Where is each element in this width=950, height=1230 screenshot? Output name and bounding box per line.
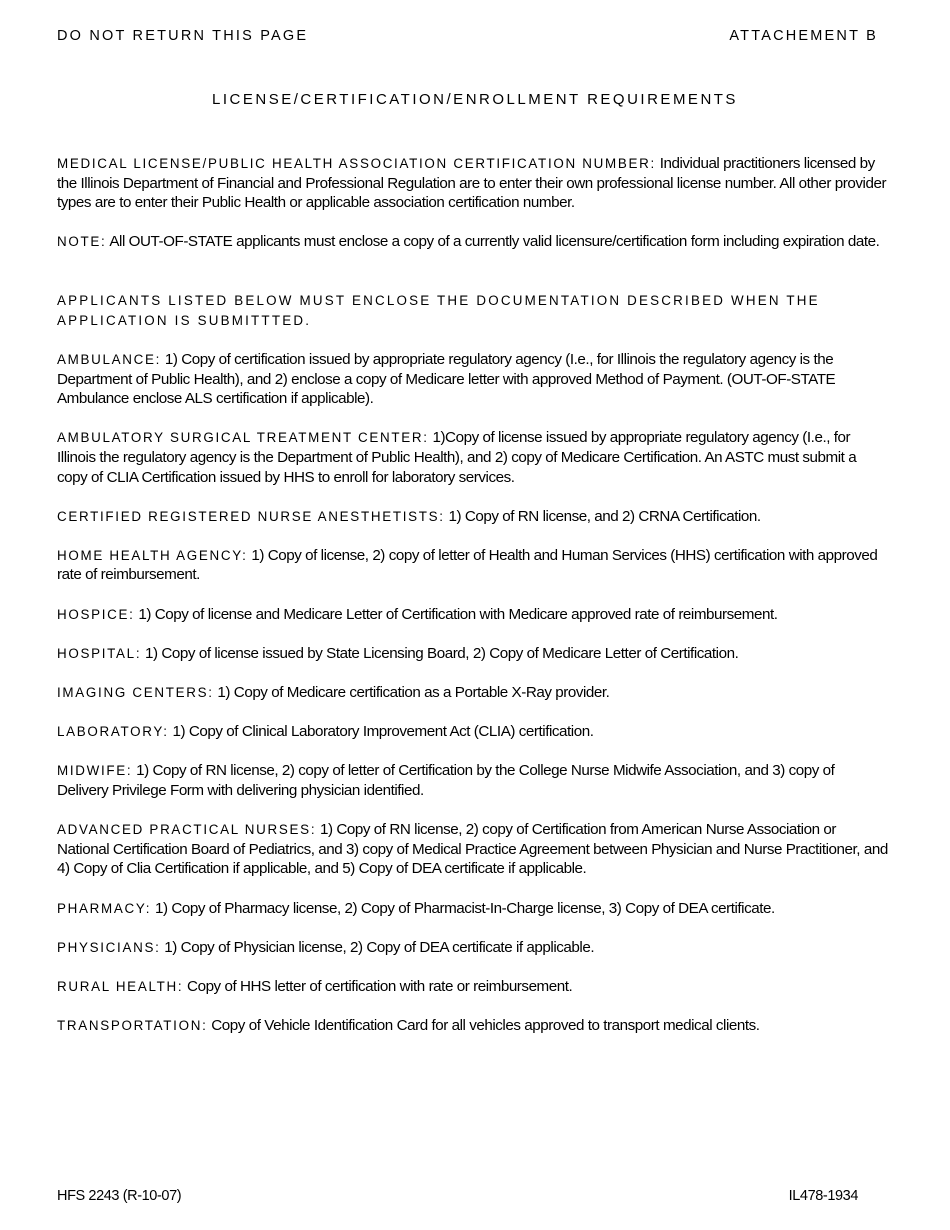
requirement-ambulatory-surgical — [57, 428, 889, 487]
note-paragraph — [57, 232, 889, 252]
form-code: IL478-1934 — [788, 1188, 858, 1204]
spacer — [57, 272, 889, 292]
requirements-list — [57, 350, 889, 1036]
requirement-text: 1) Copy of certification issued by appropriate regulatory agency (I.e., for Illinois the regulatory agency is the Department of Public Health), and 2) enclose a copy of Medicare letter with approved Method of Payment. (OUT-OF-STATE Ambulance enclose ALS certification if applicable). — [57, 350, 836, 408]
license-number-text: Individual practitioners licensed by the Illinois Department of Financial and Professional Regulation are to enter their own professional license number. All other provider types are to enter their Public Health or applicable association certification number. — [57, 155, 887, 212]
requirement-physicians — [57, 938, 889, 958]
requirement-label: LABORATORY: — [57, 724, 169, 740]
requirement-text: 1) Copy of Clinical Laboratory Improvement Act (CLIA) certification. — [168, 723, 594, 741]
requirement-label: AMBULANCE: — [57, 351, 162, 367]
requirement-label: TRANSPORTATION: — [57, 1018, 208, 1034]
section-heading: APPLICANTS LISTED BELOW MUST ENCLOSE THE DOCUMENTATION DESCRIBED WHEN THE APPLICATION IS SUBMITTTED. — [57, 293, 820, 328]
requirement-ambulance — [57, 350, 889, 409]
requirement-text: 1) Copy of Medicare certification as a Portable X-Ray provider. — [213, 684, 610, 702]
requirement-rural-health — [57, 977, 889, 997]
license-number-label: MEDICAL LICENSE/PUBLIC HEALTH ASSOCIATION CERTIFICATION NUMBER: — [57, 156, 656, 171]
note-label: NOTE: — [57, 234, 107, 250]
requirement-text: 1) Copy of RN license, and 2) CRNA Certification. — [444, 507, 761, 525]
requirement-hospital — [57, 644, 889, 664]
requirement-label: MIDWIFE: — [57, 763, 133, 779]
requirement-laboratory — [57, 722, 889, 742]
requirement-pharmacy — [57, 899, 889, 919]
requirement-hospice — [57, 605, 889, 625]
requirement-label: AMBULATORY SURGICAL TREATMENT CENTER: — [57, 430, 429, 446]
note-text: All OUT-OF-STATE applicants must enclose a copy of a currently valid licensure/certification form including expiration date. — [106, 233, 880, 251]
requirement-imaging — [57, 683, 889, 703]
page-title: LICENSE/CERTIFICATION/ENROLLMENT REQUIREMENTS — [212, 91, 738, 108]
requirement-label: PHYSICIANS: — [57, 939, 161, 955]
requirement-home-health — [57, 546, 889, 585]
requirement-text: 1)Copy of license issued by appropriate regulatory agency (I.e., for Illinois the regulatory agency is the Department of Public Health), and 2) copy of Medicare Certification. An ASTC must submit a copy of CLIA Certification issued by HHS to enroll for laboratory services. — [57, 429, 857, 486]
requirement-label: CERTIFIED REGISTERED NURSE ANESTHETISTS: — [57, 508, 445, 524]
requirement-text: 1) Copy of RN license, 2) copy of letter of Certification by the College Nurse Midwife Association, and 3) copy of Delivery Privilege Form with delivering physician identified. — [57, 762, 835, 799]
requirement-label: RURAL HEALTH: — [57, 978, 184, 994]
requirement-advanced-practical-nurses — [57, 820, 889, 879]
requirement-midwife — [57, 761, 889, 800]
requirement-label: HOSPITAL: — [57, 645, 142, 661]
requirement-text: 1) Copy of Pharmacy license, 2) Copy of Pharmacist-In-Charge license, 3) Copy of DEA certificate. — [151, 899, 775, 917]
attachment-label: ATTACHEMENT B — [729, 28, 878, 44]
form-number: HFS 2243 (R-10-07) — [57, 1188, 182, 1204]
license-number-paragraph — [57, 154, 889, 213]
requirement-label: IMAGING CENTERS: — [57, 685, 214, 701]
requirement-label: HOME HEALTH AGENCY: — [57, 547, 248, 563]
requirement-text: Copy of HHS letter of certification with rate or reimbursement. — [183, 977, 573, 995]
requirement-text: 1) Copy of license issued by State Licensing Board, 2) Copy of Medicare Letter of Certification. — [141, 644, 739, 662]
requirement-label: PHARMACY: — [57, 900, 152, 916]
requirement-text: 1) Copy of Physician license, 2) Copy of DEA certificate if applicable. — [160, 938, 595, 956]
requirement-transportation — [57, 1016, 889, 1036]
document-body — [57, 154, 889, 1055]
requirement-text: 1) Copy of license and Medicare Letter of Certification with Medicare approved rate of reimbursement. — [134, 605, 778, 623]
do-not-return-notice: DO NOT RETURN THIS PAGE — [57, 28, 309, 44]
requirement-label: HOSPICE: — [57, 606, 135, 622]
requirement-label: ADVANCED PRACTICAL NURSES: — [57, 822, 317, 838]
requirement-text: Copy of Vehicle Identification Card for all vehicles approved to transport medical clients. — [207, 1017, 760, 1035]
requirement-crna — [57, 507, 889, 527]
requirement-text: 1) Copy of license, 2) copy of letter of Health and Human Services (HHS) certification with approved rate of reimbursement. — [57, 546, 878, 584]
requirement-text: 1) Copy of RN license, 2) copy of Certification from American Nurse Association or National Certification Board of Pediatrics, and 3) copy of Medical Practice Agreement between Physician and Nurse Practitioner, and 4) Copy of Clia Certification if applicable, and 5) Copy of DEA certificate if applicable. — [57, 821, 888, 878]
